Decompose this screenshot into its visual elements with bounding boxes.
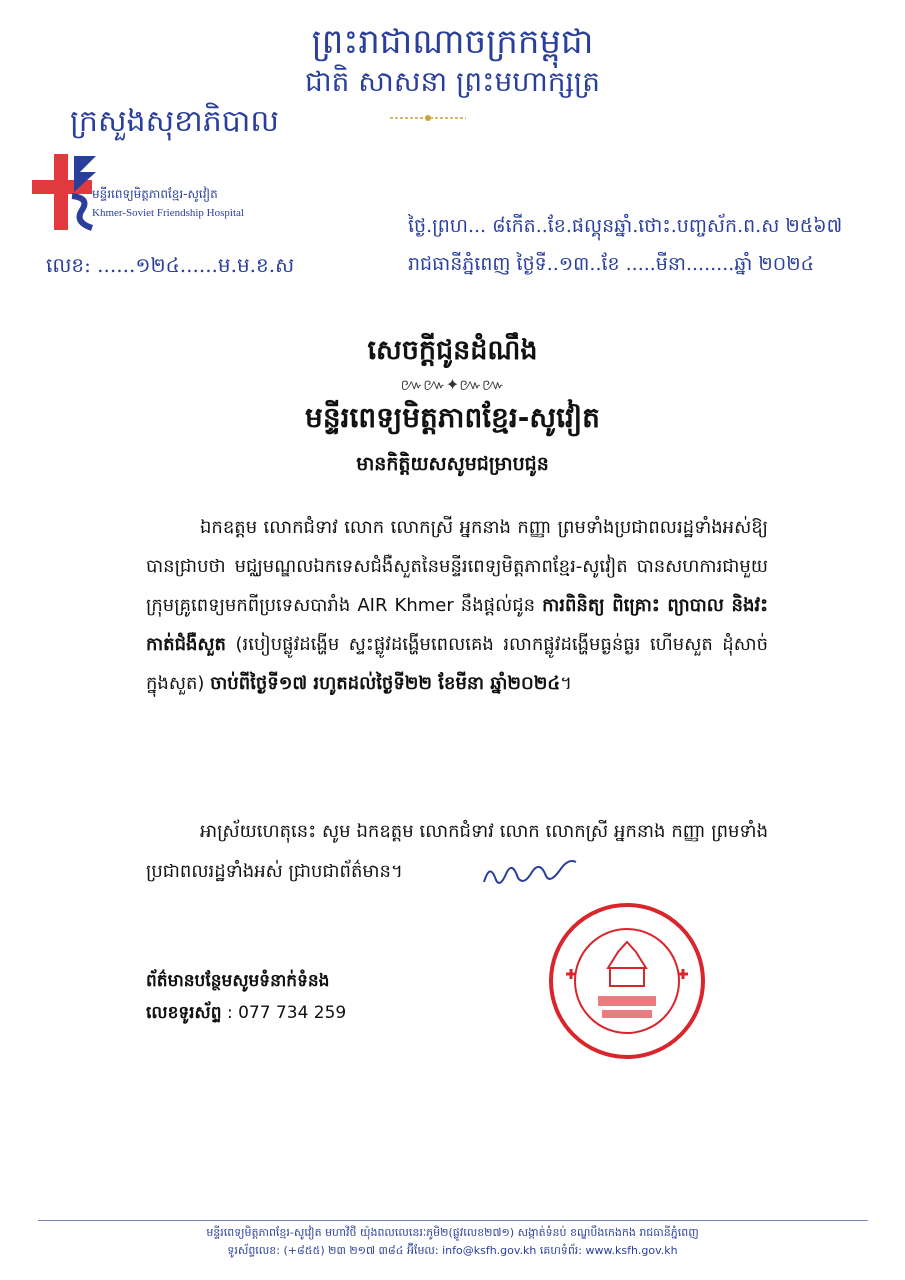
national-motto: ជាតិ សាសនា ព្រះមហាក្សត្រ [304,65,601,98]
reference-number: លេខ: ......១២៤......ម.ម.ខ.ស [46,253,295,277]
body-paragraph-1 [146,508,768,703]
sender-name: មន្ទីរពេទ្យមិត្តភាពខ្មែរ-សូវៀត [305,401,600,434]
phone-value: : 077 734 259 [221,1003,347,1023]
signature-icon [480,852,580,892]
hospital-logo-icon [30,152,100,232]
hospital-name-en: Khmer-Soviet Friendship Hospital [92,207,244,219]
footer-contact: ទូរស័ព្ទលេខ: (+៨៥៥) ២៣ ២១៧ ៣៨៤ អ៊ីមែល: info@ksfh.gov.kh គេហទំព័រ: www.ksfh.gov.kh [227,1244,678,1257]
footer-address: មន្ទីរពេទ្យមិត្តភាពខ្មែរ-សូវៀត មហាវិថី យ៉ុងពលលេនេរៈភូមិ២(ផ្លូវលេខ២៧១) សង្កាត់ទំនប់ ខណ្ឌបឹងកេងកង រាជធានីភ្នំពេញ [206,1226,699,1239]
document-title: សេចក្តីជូនដំណឹង [367,335,538,366]
ministry-name: ក្រសួងសុខាភិបាល [70,104,279,139]
official-seal-icon [548,902,706,1060]
phone-label: លេខទូរស័ព្ទ [146,1003,222,1023]
body-paragraph-2: អាស្រ័យហេតុនេះ សូម ឯកឧត្តម លោកជំទាវ លោក លោកស្រី អ្នកនាង កញ្ញា ព្រមទាំងប្រជាពលរដ្ឋទាំងអស់ ជ្រាបជាព័ត៌មាន។ [146,821,768,882]
kingdom-header: ព្រះរាជាណាចក្រកម្ពុជា [311,22,594,62]
lunar-date: ថ្ងៃ.ព្រហ... ៨កើត..ខែ.ផល្គុនឆ្នាំ.ថោះ.បញ្ចស័ក.ព.ស ២៥៦៧ [408,215,843,237]
service-highlight: ការពិនិត្យ ពិគ្រោះ ព្យាបាល និងវះកាត់ជំងឺសួត [146,595,768,655]
solar-date: រាជធានីភ្នំពេញ ថ្ងៃទី..១៣..ខែ .....មីនា........ឆ្នាំ ២០២៤ [408,253,815,275]
title-ornament: ៚៚✦៚៚ [400,375,505,394]
body-text: ឯកឧត្តម លោកជំទាវ លោក លោកស្រី អ្នកនាង កញ្ញា ព្រមទាំងប្រជាពលរដ្ឋទាំងអស់ឱ្យបានជ្រាបថា មជ្ឈមណ្ឌលឯកទេសជំងឺសួតនៃមន្ទីរពេទ្យមិត្តភាពខ្មែរ-សូវៀត បានសហការជាមួយក្រុមគ្រូពេទ្យមកពីប្រទេសបារាំង AIR Khmer នឹងផ្តល់ជូន [146,517,768,616]
contact-info-label: ព័ត៌មានបន្ថែមសូមទំនាក់ទំនង [146,971,330,991]
footer-divider [38,1220,868,1221]
body-text: ។ [560,673,573,694]
contact-phone [146,1002,346,1027]
ornament-icon [388,112,468,124]
hospital-name-km: មន្ទីរពេទ្យមិត្តភាពខ្មែរ-សូវៀត [92,187,218,201]
honor-line: មានកិត្តិយសសូមជម្រាបជូន [356,453,549,475]
body-text: (របៀបផ្លូវដង្ហើម ស្ទះផ្លូវដង្ហើមពេលគេង រលាកផ្លូវដង្ហើមធ្ងន់ធ្ងរ ហើមសួត ដុំសាច់ក្នុងសួត) [146,634,768,694]
date-range-highlight: ចាប់ពីថ្ងៃទី១៧ រហូតដល់ថ្ងៃទី២២ ខែមីនា ឆ្នាំ២០២៤ [210,673,561,694]
